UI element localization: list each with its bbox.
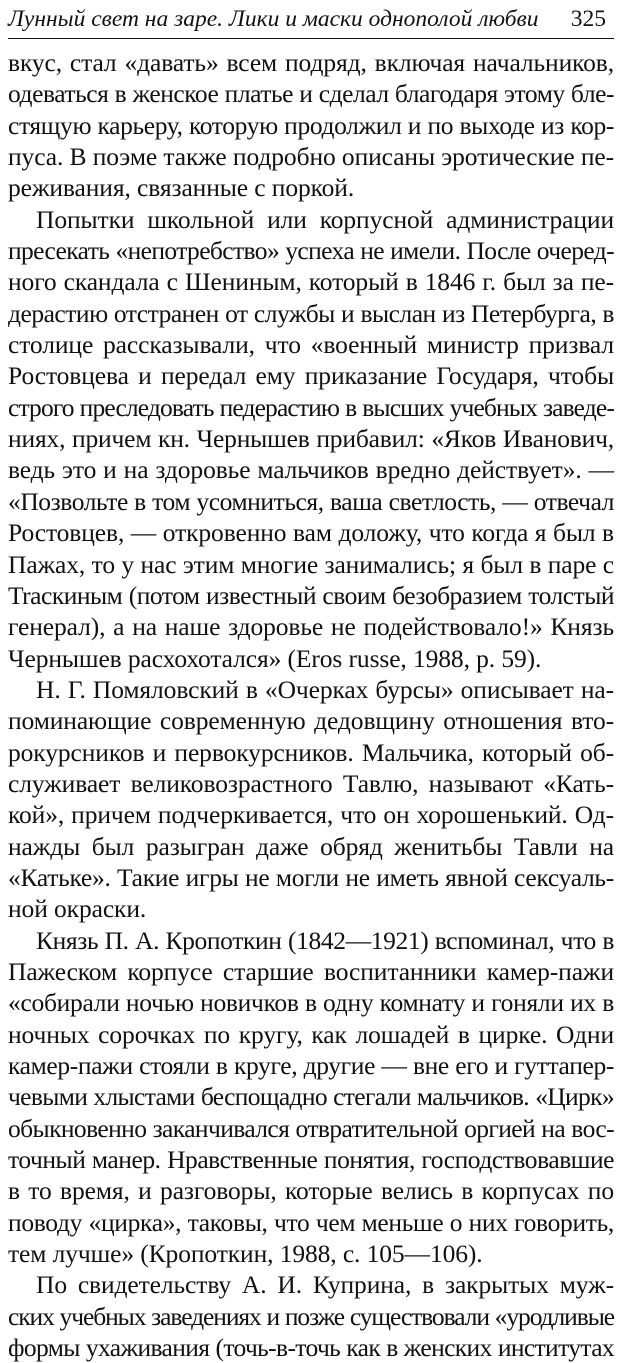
text-line: «собирали ночью новичков в одну комнату и гоняли их в: [8, 988, 614, 1018]
text-line: ночных сорочках по кругу, как лошадей в цирке. Одни: [8, 1019, 614, 1049]
text-line: формы ухаживания (точь-в-точь как в женских институтах: [8, 1333, 614, 1363]
text-line: поводу «цирка», таковы, что чем меньше о них говорить,: [8, 1207, 614, 1237]
text-line: точный манер. Нравственные понятия, господствовавшие: [8, 1145, 614, 1175]
text-line: столице рассказывали, что «военный министр призвал: [8, 330, 614, 360]
text-line: строго преследовать педерастию в высших учебных заведе-: [8, 392, 614, 422]
text-line: генерал), а на наше здоровье не подействовало!» Князь: [8, 612, 614, 642]
page-number: 325: [570, 6, 606, 32]
text-line: одеваться в женское платье и сделал благодаря этому бле-: [8, 79, 614, 109]
text-line: рокурсников и первокурсников. Мальчика, который об-: [8, 737, 614, 767]
text-line: Князь П. А. Кропоткин (1842—1921) вспоминал, что в: [36, 925, 614, 955]
running-title: Лунный свет на заре. Лики и маски однополой любви: [8, 6, 539, 32]
text-line: служивает великовозрастного Тавлю, называют «Кать-: [8, 768, 614, 798]
text-line: ной окраски.: [8, 894, 147, 924]
text-line: дерастию отстранен от службы и выслан из Петербурга, в: [8, 298, 614, 328]
text-line: кой», причем подчеркивается, что он хорошенький. Од-: [8, 800, 614, 830]
text-line: нажды был разыгран даже обряд женитьбы Тавли на: [8, 831, 614, 861]
text-line: Н. Г. Помяловский в «Очерках бурсы» описывает на-: [36, 674, 614, 704]
body-text: [8, 47, 614, 1363]
text-line: Ростовцев, — откровенно вам доложу, что когда я был в: [8, 518, 614, 548]
text-line: «Позвольте в том усомниться, ваша светлость, — отвечал: [8, 486, 614, 516]
text-line: ниях, причем кн. Чернышев прибавил: «Яков Иванович,: [8, 424, 614, 454]
text-line: «Катьке». Такие игры не могли не иметь явной сексуаль-: [8, 862, 614, 892]
text-line: ного скандала с Шениным, который в 1846 г. был за пе-: [8, 267, 614, 297]
text-line: в то время, и разговоры, которые велись в корпусах по: [8, 1176, 614, 1206]
text-line: реживания, связанные с поркой.: [8, 173, 355, 203]
text-line: обыкновенно заканчивался отвратительной оргией на вос-: [8, 1113, 614, 1143]
text-line: Попытки школьной или корпусной администрации: [36, 204, 614, 234]
text-line: чевыми хлыстами беспощадно стегали мальчиков. «Цирк»: [8, 1082, 614, 1112]
text-line: камер-пажи стояли в круге, другие — вне его и гуттапер-: [8, 1051, 614, 1080]
text-line: стящую карьеру, которую продолжил и по выходе из кор-: [8, 110, 614, 140]
text-line: Ростовцева и передал ему приказание Государя, чтобы: [8, 361, 614, 391]
text-line: ведь это и на здоровье мальчиков вредно действует». —: [8, 455, 614, 485]
running-header: [8, 2, 614, 39]
text-line: пуса. В поэме также подробно описаны эротические пе-: [8, 142, 614, 172]
text-line: вкус, стал «давать» всем подряд, включая начальников,: [8, 48, 614, 77]
text-line: Пажеском корпусе старшие воспитанники камер-пажи: [8, 956, 614, 986]
text-line: Traскиным (потом известный своим безобразием толстый: [8, 580, 614, 610]
text-line: пресекать «непотребство» успеха не имели. После очеред-: [8, 236, 614, 266]
text-line: По свидетельству А. И. Куприна, в закрытых муж-: [36, 1270, 614, 1300]
text-line: Чернышев расхохотался» (Eros russe, 1988, p. 59).: [8, 643, 542, 673]
text-line: Пажах, то у нас этим многие занимались; я был в паре с: [8, 549, 614, 579]
text-line: тем лучше» (Кропоткин, 1988, с. 105—106).: [8, 1239, 483, 1269]
text-line: ских учебных заведениях и позже существовали «уродливые: [8, 1301, 614, 1331]
text-line: поминающие современную дедовщину отношения вто-: [8, 706, 614, 736]
